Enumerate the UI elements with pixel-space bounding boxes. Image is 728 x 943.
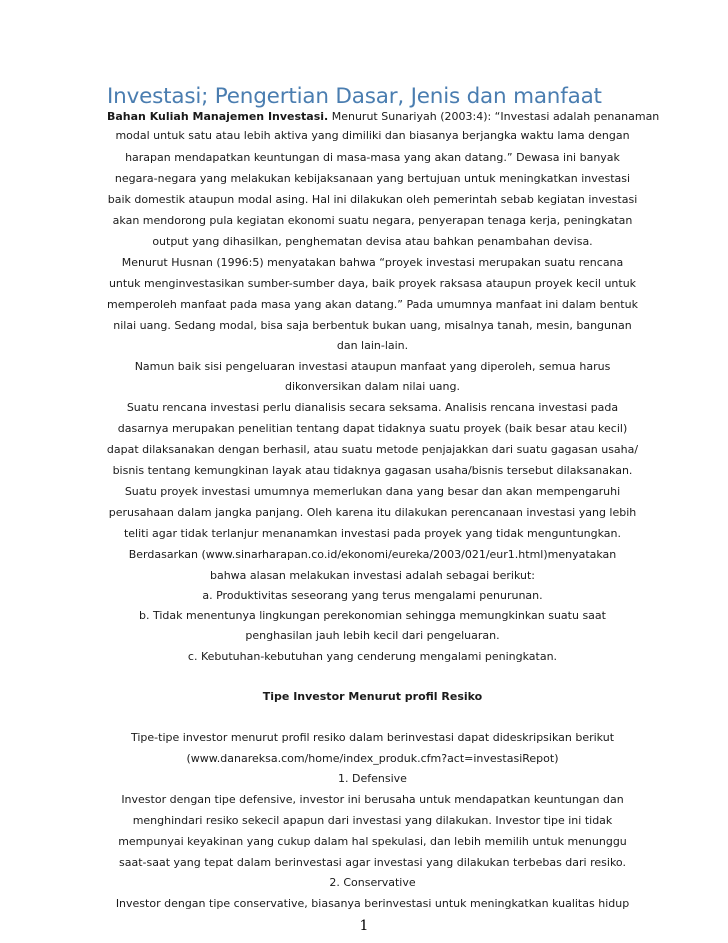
body-line: dan lain-lain. [336,339,409,352]
document-title: Investasi; Pengertian Dasar, Jenis dan manfaat [107,84,602,109]
body-line: dikonversikan dalam nilai uang. [285,380,460,393]
body-line: Investor dengan tipe defensive, investor ini berusaha untuk mendapatkan keuntungan dan [121,793,624,806]
body-line: Menurut Husnan (1996:5) menyatakan bahwa “proyek investasi merupakan suatu rencana [121,256,624,269]
body-line: b. Tidak menentunya lingkungan perekonomian sehingga memungkinkan suatu saat [139,609,606,622]
body-line: dapat dilaksanakan dengan berhasil, atau suatu metode penjajakkan dari suatu gagasan usaha/ [106,443,639,456]
body-line: dasarnya merupakan penelitian tentang dapat tidaknya suatu proyek (baik besar atau kecil) [117,422,628,435]
body-line: modal untuk satu atau lebih aktiva yang dimiliki dan biasanya berjangka waktu lama dengan [115,129,630,142]
body-line: perusahaan dalam jangka panjang. Oleh karena itu dilakukan perencanaan investasi yang lebih [108,506,637,519]
body-line: untuk menginvestasikan sumber-sumber daya, baik proyek raksasa ataupun proyek kecil untuk [108,277,637,290]
intro-line [107,108,660,126]
body-line: output yang dihasilkan, penghematan devisa atau bahkan penambahan devisa. [152,235,593,248]
body-line: penghasilan jauh lebih kecil dari pengeluaran. [245,629,500,642]
list-item-heading: 2. Conservative [329,876,416,889]
body-line: akan mendorong pula kegiatan ekonomi suatu negara, penyerapan tenaga kerja, peningkatan [112,214,633,227]
body-line: c. Kebutuhan-kebutuhan yang cenderung mengalami peningkatan. [187,650,558,663]
body-line: Investor dengan tipe conservative, biasanya berinvestasi untuk meningkatkan kualitas hidup [115,897,630,910]
body-line: mempunyai keyakinan yang cukup dalam hal spekulasi, dan lebih memilih untuk menunggu [118,835,627,848]
body-line: Suatu rencana investasi perlu dianalisis secara seksama. Analisis rencana investasi pada [126,401,619,414]
list-item-heading: 1. Defensive [338,772,407,785]
body-line: Namun baik sisi pengeluaran investasi ataupun manfaat yang diperoleh, semua harus [134,360,611,373]
body-line: menghindari resiko sekecil apapun dari investasi yang dilakukan. Investor tipe ini tidak [132,814,613,827]
body-line: bahwa alasan melakukan investasi adalah sebagai berikut: [209,569,536,582]
body-line: teliti agar tidak terlanjur menanamkan investasi pada proyek yang tidak menguntungkan. [123,527,622,540]
intro-bold-text: Bahan Kuliah Manajemen Investasi. [107,110,329,123]
body-line: saat-saat yang tepat dalam berinvestasi agar investasi yang dilakukan terbebas dari resiko. [119,856,626,869]
body-line: harapan mendapatkan keuntungan di masa-masa yang akan datang.” Dewasa ini banyak [125,151,620,164]
body-line: Berdasarkan (www.sinarharapan.co.id/ekonomi/eureka/2003/021/eur1.html)menyatakan [128,548,617,561]
body-line: negara-negara yang melakukan kebijaksanaan yang bertujuan untuk meningkatkan investasi [114,172,631,185]
body-line: memperoleh manfaat pada masa yang akan datang.” Pada umumnya manfaat ini dalam bentuk [107,298,638,311]
page-number: 1 [359,918,369,934]
body-line: bisnis tentang kemungkinan layak atau tidaknya gagasan usaha/bisnis tersebut dilaksanakan. [112,464,633,477]
body-line: baik domestik ataupun modal asing. Hal ini dilakukan oleh pemerintah sebab kegiatan investasi [107,193,638,206]
body-line: nilai uang. Sedang modal, bisa saja berbentuk bukan uang, misalnya tanah, mesin, bangunan [113,319,632,332]
body-line: Tipe-tipe investor menurut profil resiko dalam berinvestasi dapat dideskripsikan berikut [130,731,615,744]
body-line: Suatu proyek investasi umumnya memerlukan dana yang besar dan akan mempengaruhi [124,485,621,498]
body-line: (www.danareksa.com/home/index_produk.cfm?act=investasiRepot) [186,752,559,765]
body-line: a. Produktivitas seseorang yang terus mengalami penurunan. [202,589,543,602]
section-heading: Tipe Investor Menurut profil Resiko [262,690,483,703]
intro-text: Menurut Sunariyah (2003:4): “Investasi adalah penanaman [328,110,660,123]
